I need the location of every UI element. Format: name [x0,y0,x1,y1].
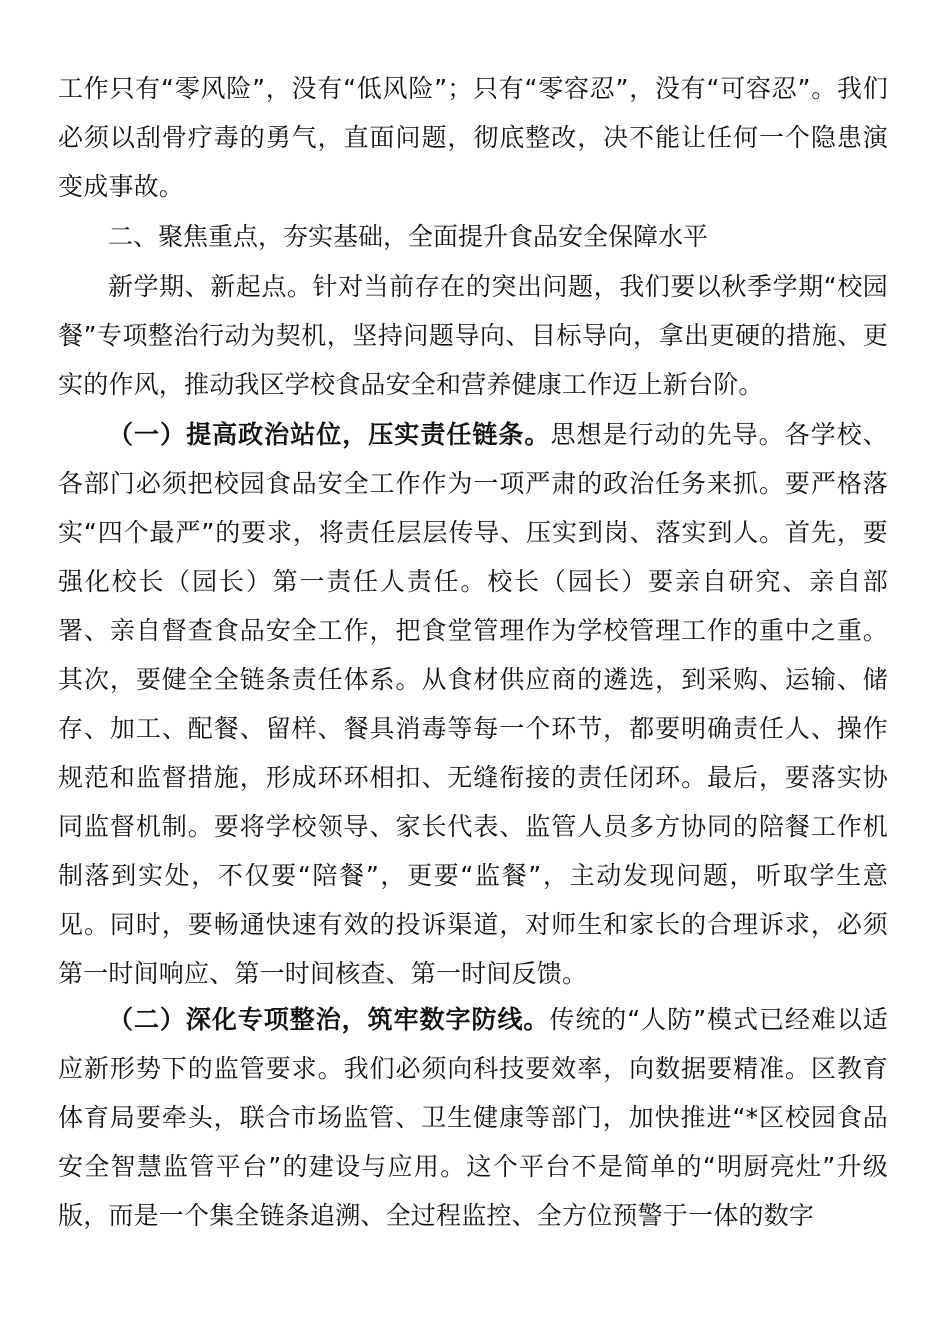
paragraph-digital-defense [58,995,888,1240]
section-heading-text: 二、聚焦重点，夯实基础，全面提升食品安全保障水平 [108,222,709,251]
paragraph-new-semester [58,262,888,409]
paragraph-bold-title: （一）提高政治站位，压实责任链条。 [108,420,551,449]
paragraph-zero-risk [58,64,888,211]
paragraph-text: 新学期、新起点。针对当前存在的突出问题，我们要以秋季学期“校园餐”专项整治行动为契机，坚持问题导向、目标导向，拿出更硬的措施、更实的作风，推动我区学校食品安全和营养健康工作迈上新台阶。 [58,272,888,399]
paragraph-text: 传统的“人防”模式已经难以适应新形势下的监管要求。我们必须向科技要效率，向数据要精准。区教育体育局要牵头，联合市场监管、卫生健康等部门，加快推进“*区校园食品安全智慧监管平台”的建设与应用。这个平台不是简单的“明厨亮灶”升级版，而是一个集全链条追溯、全过程监控、全方位预警于一体的数字 [58,1005,888,1230]
paragraph-political-stance [58,410,888,998]
paragraph-bold-title: （二）深化专项整治，筑牢数字防线。 [108,1005,550,1034]
paragraph-text: 工作只有“零风险”，没有“低风险”；只有“零容忍”，没有“可容忍”。我们必须以刮骨疗毒的勇气，直面问题，彻底整改，决不能让任何一个隐患演变成事故。 [58,74,888,201]
section-heading-2 [58,212,888,261]
paragraph-text: 思想是行动的先导。各学校、各部门必须把校园食品安全工作作为一项严肃的政治任务来抓。要严格落实“四个最严”的要求，将责任层层传导、压实到岗、落实到人。首先，要强化校长（园长）第一责任人责任。校长（园长）要亲自研究、亲自部署、亲自督查食品安全工作，把食堂管理作为学校管理工作的重中之重。其次，要健全全链条责任体系。从食材供应商的遴选，到采购、运输、储存、加工、配餐、留样、餐具消毒等每一个环节，都要明确责任人、操作规范和监督措施，形成环环相扣、无缝衔接的责任闭环。最后，要落实协同监督机制。要将学校领导、家长代表、监管人员多方协同的陪餐工作机制落到实处，不仅要“陪餐”，更要“监餐”，主动发现问题，听取学生意见。同时，要畅通快速有效的投诉渠道，对师生和家长的合理诉求，必须第一时间响应、第一时间核查、第一时间反馈。 [58,420,888,988]
